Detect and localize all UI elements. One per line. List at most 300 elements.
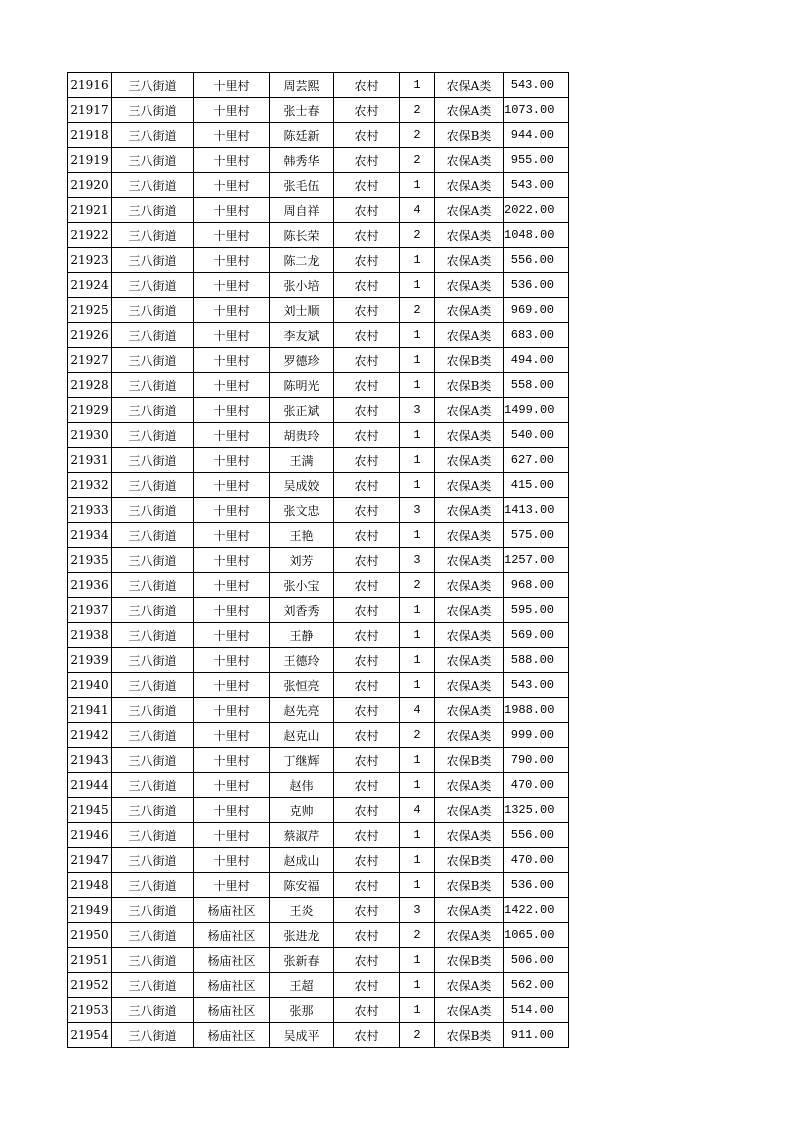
member-count-cell: 1 <box>400 848 435 873</box>
insurance-category-cell: 农保A类 <box>435 898 504 923</box>
village-cell: 十里村 <box>194 698 270 723</box>
household-type-cell: 农村 <box>334 923 400 948</box>
subdistrict-cell: 三八街道 <box>112 398 194 423</box>
resident-name-cell: 刘士顺 <box>270 298 334 323</box>
household-type-cell: 农村 <box>334 73 400 98</box>
member-count-cell: 2 <box>400 98 435 123</box>
household-type-cell: 农村 <box>334 273 400 298</box>
subdistrict-cell: 三八街道 <box>112 598 194 623</box>
insurance-category-cell: 农保A类 <box>435 173 504 198</box>
village-cell: 十里村 <box>194 323 270 348</box>
insurance-category-cell: 农保A类 <box>435 823 504 848</box>
resident-name-cell: 陈长荣 <box>270 223 334 248</box>
resident-name-cell: 王艳 <box>270 523 334 548</box>
member-count-cell: 1 <box>400 873 435 898</box>
benefit-amount-cell: 1065.00 <box>504 923 569 948</box>
table-row <box>68 73 569 98</box>
benefit-amount-cell: 575.00 <box>504 523 569 548</box>
table-row <box>68 373 569 398</box>
resident-name-cell: 赵先亮 <box>270 698 334 723</box>
subdistrict-cell: 三八街道 <box>112 523 194 548</box>
member-count-cell: 1 <box>400 623 435 648</box>
table-row <box>68 848 569 873</box>
insurance-category-cell: 农保A类 <box>435 623 504 648</box>
insurance-category-cell: 农保A类 <box>435 98 504 123</box>
subdistrict-cell: 三八街道 <box>112 648 194 673</box>
resident-name-cell: 周自祥 <box>270 198 334 223</box>
subdistrict-cell: 三八街道 <box>112 223 194 248</box>
benefit-amount-cell: 1988.00 <box>504 698 569 723</box>
benefit-amount-cell: 969.00 <box>504 298 569 323</box>
member-count-cell: 1 <box>400 773 435 798</box>
village-cell: 十里村 <box>194 273 270 298</box>
household-type-cell: 农村 <box>334 1023 400 1048</box>
village-cell: 十里村 <box>194 773 270 798</box>
household-type-cell: 农村 <box>334 148 400 173</box>
village-cell: 十里村 <box>194 623 270 648</box>
household-type-cell: 农村 <box>334 823 400 848</box>
benefit-amount-cell: 1257.00 <box>504 548 569 573</box>
table-row <box>68 573 569 598</box>
record-id-cell: 21928 <box>68 373 112 398</box>
subdistrict-cell: 三八街道 <box>112 948 194 973</box>
resident-name-cell: 张那 <box>270 998 334 1023</box>
resident-name-cell: 张新春 <box>270 948 334 973</box>
insurance-category-cell: 农保A类 <box>435 673 504 698</box>
member-count-cell: 1 <box>400 248 435 273</box>
insurance-category-cell: 农保A类 <box>435 448 504 473</box>
member-count-cell: 1 <box>400 948 435 973</box>
village-cell: 十里村 <box>194 448 270 473</box>
resident-name-cell: 张毛伍 <box>270 173 334 198</box>
table-row <box>68 998 569 1023</box>
benefit-amount-cell: 536.00 <box>504 873 569 898</box>
record-id-cell: 21952 <box>68 973 112 998</box>
resident-name-cell: 陈明光 <box>270 373 334 398</box>
village-cell: 十里村 <box>194 73 270 98</box>
table-row <box>68 298 569 323</box>
insurance-category-cell: 农保B类 <box>435 123 504 148</box>
member-count-cell: 4 <box>400 798 435 823</box>
benefit-amount-cell: 968.00 <box>504 573 569 598</box>
household-type-cell: 农村 <box>334 448 400 473</box>
resident-name-cell: 张士春 <box>270 98 334 123</box>
resident-name-cell: 胡贵玲 <box>270 423 334 448</box>
insurance-category-cell: 农保A类 <box>435 598 504 623</box>
benefit-amount-cell: 944.00 <box>504 123 569 148</box>
resident-name-cell: 吴成平 <box>270 1023 334 1048</box>
insurance-category-cell: 农保A类 <box>435 973 504 998</box>
member-count-cell: 2 <box>400 723 435 748</box>
resident-name-cell: 王静 <box>270 623 334 648</box>
benefit-amount-cell: 556.00 <box>504 248 569 273</box>
household-type-cell: 农村 <box>334 698 400 723</box>
resident-name-cell: 王德玲 <box>270 648 334 673</box>
table-row <box>68 748 569 773</box>
village-cell: 十里村 <box>194 673 270 698</box>
record-id-cell: 21934 <box>68 523 112 548</box>
table-row <box>68 498 569 523</box>
record-id-cell: 21944 <box>68 773 112 798</box>
table-row <box>68 448 569 473</box>
table-row <box>68 523 569 548</box>
benefit-amount-cell: 562.00 <box>504 973 569 998</box>
village-cell: 十里村 <box>194 223 270 248</box>
subdistrict-cell: 三八街道 <box>112 548 194 573</box>
record-id-cell: 21916 <box>68 73 112 98</box>
table-row <box>68 123 569 148</box>
record-id-cell: 21925 <box>68 298 112 323</box>
village-cell: 十里村 <box>194 873 270 898</box>
village-cell: 十里村 <box>194 123 270 148</box>
subdistrict-cell: 三八街道 <box>112 98 194 123</box>
insurance-category-cell: 农保B类 <box>435 748 504 773</box>
member-count-cell: 1 <box>400 523 435 548</box>
table-row <box>68 723 569 748</box>
subdistrict-cell: 三八街道 <box>112 148 194 173</box>
member-count-cell: 3 <box>400 498 435 523</box>
benefit-amount-cell: 1413.00 <box>504 498 569 523</box>
resident-name-cell: 丁继辉 <box>270 748 334 773</box>
benefit-amount-cell: 415.00 <box>504 473 569 498</box>
village-cell: 杨庙社区 <box>194 898 270 923</box>
village-cell: 十里村 <box>194 648 270 673</box>
member-count-cell: 1 <box>400 823 435 848</box>
benefit-amount-cell: 1499.00 <box>504 398 569 423</box>
subdistrict-cell: 三八街道 <box>112 423 194 448</box>
benefit-amount-cell: 790.00 <box>504 748 569 773</box>
resident-name-cell: 周芸熙 <box>270 73 334 98</box>
record-id-cell: 21939 <box>68 648 112 673</box>
village-cell: 十里村 <box>194 748 270 773</box>
benefit-amount-cell: 569.00 <box>504 623 569 648</box>
table-row <box>68 348 569 373</box>
resident-name-cell: 李友斌 <box>270 323 334 348</box>
member-count-cell: 1 <box>400 748 435 773</box>
member-count-cell: 1 <box>400 73 435 98</box>
household-type-cell: 农村 <box>334 423 400 448</box>
insurance-category-cell: 农保A类 <box>435 773 504 798</box>
household-type-cell: 农村 <box>334 223 400 248</box>
household-type-cell: 农村 <box>334 973 400 998</box>
subdistrict-cell: 三八街道 <box>112 798 194 823</box>
village-cell: 十里村 <box>194 798 270 823</box>
insurance-category-cell: 农保A类 <box>435 923 504 948</box>
table-row <box>68 198 569 223</box>
member-count-cell: 1 <box>400 598 435 623</box>
village-cell: 十里村 <box>194 823 270 848</box>
record-id-cell: 21936 <box>68 573 112 598</box>
table-row <box>68 623 569 648</box>
insurance-category-cell: 农保A类 <box>435 223 504 248</box>
record-id-cell: 21942 <box>68 723 112 748</box>
member-count-cell: 4 <box>400 698 435 723</box>
household-type-cell: 农村 <box>334 473 400 498</box>
village-cell: 十里村 <box>194 423 270 448</box>
table-row <box>68 98 569 123</box>
resident-name-cell: 张正斌 <box>270 398 334 423</box>
record-id-cell: 21949 <box>68 898 112 923</box>
member-count-cell: 2 <box>400 298 435 323</box>
resident-name-cell: 赵伟 <box>270 773 334 798</box>
subdistrict-cell: 三八街道 <box>112 748 194 773</box>
member-count-cell: 1 <box>400 973 435 998</box>
village-cell: 十里村 <box>194 598 270 623</box>
village-cell: 十里村 <box>194 148 270 173</box>
table-row <box>68 923 569 948</box>
record-id-cell: 21941 <box>68 698 112 723</box>
member-count-cell: 1 <box>400 173 435 198</box>
village-cell: 十里村 <box>194 723 270 748</box>
insurance-category-cell: 农保A类 <box>435 723 504 748</box>
benefit-amount-cell: 627.00 <box>504 448 569 473</box>
resident-name-cell: 赵成山 <box>270 848 334 873</box>
benefit-amount-cell: 683.00 <box>504 323 569 348</box>
table-row <box>68 248 569 273</box>
insurance-category-cell: 农保A类 <box>435 273 504 298</box>
insurance-category-cell: 农保A类 <box>435 548 504 573</box>
table-row <box>68 423 569 448</box>
record-id-cell: 21932 <box>68 473 112 498</box>
benefit-amount-cell: 955.00 <box>504 148 569 173</box>
subdistrict-cell: 三八街道 <box>112 923 194 948</box>
record-id-cell: 21940 <box>68 673 112 698</box>
village-cell: 十里村 <box>194 573 270 598</box>
record-id-cell: 21943 <box>68 748 112 773</box>
household-type-cell: 农村 <box>334 948 400 973</box>
village-cell: 十里村 <box>194 373 270 398</box>
roster-body <box>68 73 569 1048</box>
subdistrict-cell: 三八街道 <box>112 823 194 848</box>
insurance-category-cell: 农保A类 <box>435 648 504 673</box>
insurance-category-cell: 农保A类 <box>435 298 504 323</box>
resident-name-cell: 王炎 <box>270 898 334 923</box>
record-id-cell: 21946 <box>68 823 112 848</box>
household-type-cell: 农村 <box>334 873 400 898</box>
record-id-cell: 21922 <box>68 223 112 248</box>
village-cell: 十里村 <box>194 173 270 198</box>
village-cell: 杨庙社区 <box>194 923 270 948</box>
subdistrict-cell: 三八街道 <box>112 273 194 298</box>
benefit-amount-cell: 540.00 <box>504 423 569 448</box>
household-type-cell: 农村 <box>334 398 400 423</box>
subdistrict-cell: 三八街道 <box>112 673 194 698</box>
member-count-cell: 2 <box>400 923 435 948</box>
member-count-cell: 4 <box>400 198 435 223</box>
village-cell: 十里村 <box>194 548 270 573</box>
resident-name-cell: 张恒亮 <box>270 673 334 698</box>
household-type-cell: 农村 <box>334 523 400 548</box>
record-id-cell: 21937 <box>68 598 112 623</box>
member-count-cell: 1 <box>400 998 435 1023</box>
insurance-category-cell: 农保A类 <box>435 423 504 448</box>
table-row <box>68 273 569 298</box>
subdistrict-cell: 三八街道 <box>112 323 194 348</box>
record-id-cell: 21927 <box>68 348 112 373</box>
household-type-cell: 农村 <box>334 373 400 398</box>
subdistrict-cell: 三八街道 <box>112 873 194 898</box>
benefit-amount-cell: 999.00 <box>504 723 569 748</box>
benefit-amount-cell: 911.00 <box>504 1023 569 1048</box>
household-type-cell: 农村 <box>334 298 400 323</box>
benefit-roster-table <box>67 72 569 1048</box>
member-count-cell: 3 <box>400 398 435 423</box>
household-type-cell: 农村 <box>334 748 400 773</box>
benefit-amount-cell: 543.00 <box>504 73 569 98</box>
resident-name-cell: 罗德珍 <box>270 348 334 373</box>
village-cell: 杨庙社区 <box>194 998 270 1023</box>
subdistrict-cell: 三八街道 <box>112 498 194 523</box>
member-count-cell: 2 <box>400 573 435 598</box>
member-count-cell: 3 <box>400 898 435 923</box>
member-count-cell: 1 <box>400 648 435 673</box>
subdistrict-cell: 三八街道 <box>112 573 194 598</box>
benefit-amount-cell: 494.00 <box>504 348 569 373</box>
benefit-amount-cell: 543.00 <box>504 173 569 198</box>
insurance-category-cell: 农保A类 <box>435 323 504 348</box>
household-type-cell: 农村 <box>334 323 400 348</box>
resident-name-cell: 陈廷新 <box>270 123 334 148</box>
benefit-amount-cell: 1048.00 <box>504 223 569 248</box>
record-id-cell: 21953 <box>68 998 112 1023</box>
member-count-cell: 2 <box>400 223 435 248</box>
household-type-cell: 农村 <box>334 798 400 823</box>
record-id-cell: 21947 <box>68 848 112 873</box>
member-count-cell: 1 <box>400 323 435 348</box>
household-type-cell: 农村 <box>334 998 400 1023</box>
subdistrict-cell: 三八街道 <box>112 248 194 273</box>
village-cell: 十里村 <box>194 848 270 873</box>
village-cell: 杨庙社区 <box>194 973 270 998</box>
insurance-category-cell: 农保B类 <box>435 373 504 398</box>
resident-name-cell: 陈安福 <box>270 873 334 898</box>
insurance-category-cell: 农保A类 <box>435 248 504 273</box>
member-count-cell: 1 <box>400 373 435 398</box>
subdistrict-cell: 三八街道 <box>112 1023 194 1048</box>
record-id-cell: 21926 <box>68 323 112 348</box>
benefit-amount-cell: 558.00 <box>504 373 569 398</box>
table-row <box>68 648 569 673</box>
record-id-cell: 21938 <box>68 623 112 648</box>
benefit-amount-cell: 1325.00 <box>504 798 569 823</box>
village-cell: 杨庙社区 <box>194 948 270 973</box>
subdistrict-cell: 三八街道 <box>112 123 194 148</box>
record-id-cell: 21935 <box>68 548 112 573</box>
household-type-cell: 农村 <box>334 123 400 148</box>
resident-name-cell: 张小培 <box>270 273 334 298</box>
household-type-cell: 农村 <box>334 848 400 873</box>
table-row <box>68 173 569 198</box>
table-row <box>68 873 569 898</box>
resident-name-cell: 韩秀华 <box>270 148 334 173</box>
benefit-amount-cell: 1422.00 <box>504 898 569 923</box>
table-row <box>68 898 569 923</box>
table-row <box>68 598 569 623</box>
resident-name-cell: 蔡淑芹 <box>270 823 334 848</box>
table-row <box>68 473 569 498</box>
subdistrict-cell: 三八街道 <box>112 348 194 373</box>
member-count-cell: 1 <box>400 273 435 298</box>
village-cell: 十里村 <box>194 498 270 523</box>
table-row <box>68 773 569 798</box>
insurance-category-cell: 农保A类 <box>435 523 504 548</box>
record-id-cell: 21954 <box>68 1023 112 1048</box>
household-type-cell: 农村 <box>334 673 400 698</box>
record-id-cell: 21923 <box>68 248 112 273</box>
household-type-cell: 农村 <box>334 598 400 623</box>
household-type-cell: 农村 <box>334 348 400 373</box>
subdistrict-cell: 三八街道 <box>112 848 194 873</box>
record-id-cell: 21930 <box>68 423 112 448</box>
benefit-amount-cell: 595.00 <box>504 598 569 623</box>
member-count-cell: 3 <box>400 548 435 573</box>
household-type-cell: 农村 <box>334 548 400 573</box>
benefit-amount-cell: 470.00 <box>504 773 569 798</box>
benefit-amount-cell: 556.00 <box>504 823 569 848</box>
table-row <box>68 148 569 173</box>
insurance-category-cell: 农保A类 <box>435 73 504 98</box>
insurance-category-cell: 农保A类 <box>435 798 504 823</box>
benefit-amount-cell: 588.00 <box>504 648 569 673</box>
subdistrict-cell: 三八街道 <box>112 373 194 398</box>
resident-name-cell: 吴成姣 <box>270 473 334 498</box>
subdistrict-cell: 三八街道 <box>112 723 194 748</box>
benefit-amount-cell: 1073.00 <box>504 98 569 123</box>
village-cell: 十里村 <box>194 473 270 498</box>
insurance-category-cell: 农保B类 <box>435 873 504 898</box>
record-id-cell: 21945 <box>68 798 112 823</box>
insurance-category-cell: 农保A类 <box>435 148 504 173</box>
benefit-amount-cell: 543.00 <box>504 673 569 698</box>
member-count-cell: 2 <box>400 123 435 148</box>
village-cell: 十里村 <box>194 398 270 423</box>
table-row <box>68 323 569 348</box>
household-type-cell: 农村 <box>334 98 400 123</box>
table-row <box>68 948 569 973</box>
insurance-category-cell: 农保B类 <box>435 848 504 873</box>
household-type-cell: 农村 <box>334 648 400 673</box>
member-count-cell: 1 <box>400 473 435 498</box>
resident-name-cell: 陈二龙 <box>270 248 334 273</box>
village-cell: 十里村 <box>194 348 270 373</box>
village-cell: 十里村 <box>194 98 270 123</box>
resident-name-cell: 张小宝 <box>270 573 334 598</box>
subdistrict-cell: 三八街道 <box>112 698 194 723</box>
insurance-category-cell: 农保B类 <box>435 1023 504 1048</box>
resident-name-cell: 刘香秀 <box>270 598 334 623</box>
subdistrict-cell: 三八街道 <box>112 623 194 648</box>
resident-name-cell: 王超 <box>270 973 334 998</box>
member-count-cell: 2 <box>400 1023 435 1048</box>
household-type-cell: 农村 <box>334 498 400 523</box>
table-row <box>68 673 569 698</box>
record-id-cell: 21948 <box>68 873 112 898</box>
subdistrict-cell: 三八街道 <box>112 198 194 223</box>
member-count-cell: 1 <box>400 348 435 373</box>
household-type-cell: 农村 <box>334 248 400 273</box>
record-id-cell: 21951 <box>68 948 112 973</box>
benefit-amount-cell: 2022.00 <box>504 198 569 223</box>
household-type-cell: 农村 <box>334 173 400 198</box>
table-row <box>68 698 569 723</box>
resident-name-cell: 赵克山 <box>270 723 334 748</box>
benefit-amount-cell: 470.00 <box>504 848 569 873</box>
table-row <box>68 823 569 848</box>
subdistrict-cell: 三八街道 <box>112 173 194 198</box>
resident-name-cell: 张进龙 <box>270 923 334 948</box>
subdistrict-cell: 三八街道 <box>112 773 194 798</box>
table-row <box>68 798 569 823</box>
